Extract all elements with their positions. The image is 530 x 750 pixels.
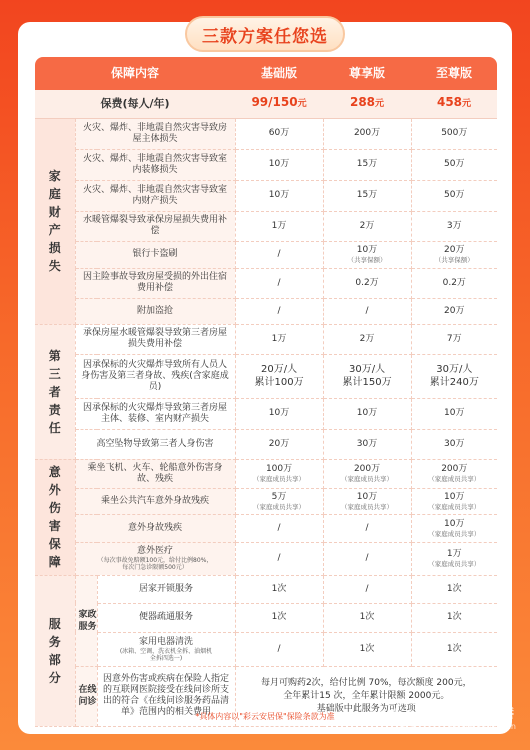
header-premier: 尊享版 — [323, 57, 411, 90]
table-row — [35, 211, 497, 241]
row-item: 银行卡盗刷 — [75, 241, 235, 268]
value-basic: / — [235, 542, 323, 575]
value-premier: 10万 — [323, 398, 411, 429]
value-basic: 1万 — [235, 324, 323, 354]
value-basic: 1次 — [235, 603, 323, 632]
row-item: 因承保标的火灾爆炸导致第三者房屋主体、装修、室内财产损失 — [75, 398, 235, 429]
section-liability: 第三者责任 — [35, 324, 75, 459]
row-item: 居家开锁服务 — [97, 575, 235, 603]
section-service: 服务部分 — [35, 575, 75, 726]
row-item: 因主险事故导致房屋受损的外出住宿费用补偿 — [75, 268, 235, 298]
table-row — [35, 603, 497, 632]
table-row — [35, 354, 497, 398]
watermark-name: 昆明信息港 — [436, 706, 516, 722]
value-basic: / — [235, 268, 323, 298]
value-basic: 10万 — [235, 398, 323, 429]
value-supreme: 20万 （共享保额） — [411, 241, 497, 268]
row-item: 附加盗抢 — [75, 298, 235, 324]
value-supreme: 30万 — [411, 429, 497, 459]
table-row — [35, 429, 497, 459]
premium-basic: 99/150元 — [235, 90, 323, 118]
table-row — [35, 324, 497, 354]
premium-supreme: 458元 — [411, 90, 497, 118]
subsection-household: 家政服务 — [75, 575, 97, 666]
row-item: 因承保标的火灾爆炸导致所有人员人身伤害及第三者身故、残疾(含家庭成员) — [75, 354, 235, 398]
row-item: 水暖管爆裂导致承保房屋损失费用补偿 — [75, 211, 235, 241]
value-premier: 200万 （家庭成员共享） — [323, 459, 411, 488]
value-basic: / — [235, 241, 323, 268]
value-supreme: 50万 — [411, 180, 497, 211]
table-row — [35, 268, 497, 298]
table-row — [35, 180, 497, 211]
value-basic: 20万 — [235, 429, 323, 459]
row-item: 火灾、爆炸、非地震自然灾害导致室内装修损失 — [75, 149, 235, 180]
subsection-online: 在线问诊 — [75, 666, 97, 726]
row-item: 家用电器清洗 (冰箱、空调、洗衣机全拆、油烟机 全拆四选一) — [97, 632, 235, 666]
header-supreme: 至尊版 — [411, 57, 497, 90]
table-row — [35, 459, 497, 488]
table-row — [35, 542, 497, 575]
value-supreme: 20万 — [411, 298, 497, 324]
value-basic: 100万 （家庭成员共享） — [235, 459, 323, 488]
value-supreme: 10万 （家庭成员共享） — [411, 488, 497, 514]
premium-premier: 288元 — [323, 90, 411, 118]
footnote: *具体内容以"彩云安居保"保险条款为准 — [195, 712, 335, 721]
value-supreme: 1次 — [411, 575, 497, 603]
value-premier: 15万 — [323, 149, 411, 180]
value-premier: 2万 — [323, 211, 411, 241]
comparison-table — [35, 57, 497, 727]
title-banner — [185, 16, 345, 52]
value-premier: / — [323, 514, 411, 542]
header-coverage: 保障内容 — [35, 57, 235, 90]
value-supreme: 200万 （家庭成员共享） — [411, 459, 497, 488]
page-title: 三款方案任您选 — [202, 26, 328, 47]
watermark-url: www.kunming.cn — [447, 722, 516, 731]
value-basic: 10万 — [235, 149, 323, 180]
value-premier: 30万 — [323, 429, 411, 459]
row-item: 意外医疗 （每次事故免赔额100元，给付比例80%， 每次门急诊限额500元） — [75, 542, 235, 575]
value-supreme: 30万/人 累计240万 — [411, 354, 497, 398]
premium-label: 保费(每人/年) — [35, 90, 235, 118]
value-premier: 2万 — [323, 324, 411, 354]
value-supreme: 10万 （家庭成员共享） — [411, 514, 497, 542]
value-premier: 10万 （家庭成员共享） — [323, 488, 411, 514]
table-row — [35, 149, 497, 180]
value-supreme: 1次 — [411, 603, 497, 632]
row-item: 高空坠物导致第三者人身伤害 — [75, 429, 235, 459]
value-premier: 0.2万 — [323, 268, 411, 298]
table-row — [35, 575, 497, 603]
value-premier: 200万 — [323, 118, 411, 149]
value-supreme: 1次 — [411, 632, 497, 666]
value-supreme: 7万 — [411, 324, 497, 354]
section-accident: 意外伤害保障 — [35, 459, 75, 575]
value-premier: 1次 — [323, 603, 411, 632]
table-row — [35, 118, 497, 149]
row-item: 意外身故残疾 — [75, 514, 235, 542]
value-basic: 10万 — [235, 180, 323, 211]
value-premier: 10万 （共享保额） — [323, 241, 411, 268]
row-item: 火灾、爆炸、非地震自然灾害导致室内财产损失 — [75, 180, 235, 211]
row-item: 乘坐公共汽车意外身故残疾 — [75, 488, 235, 514]
value-supreme: 1万 （家庭成员共享） — [411, 542, 497, 575]
value-basic: 1次 — [235, 575, 323, 603]
value-basic: 20万/人 累计100万 — [235, 354, 323, 398]
row-item: 火灾、爆炸、非地震自然灾害导致房屋主体损失 — [75, 118, 235, 149]
row-item: 承保房屋水暖管爆裂导致第三者房屋损失费用补偿 — [75, 324, 235, 354]
table-header-row — [35, 57, 497, 90]
value-premier: 1次 — [323, 632, 411, 666]
table-row — [35, 488, 497, 514]
value-premier: 30万/人 累计150万 — [323, 354, 411, 398]
value-premier: 15万 — [323, 180, 411, 211]
value-premier: / — [323, 298, 411, 324]
value-premier: / — [323, 542, 411, 575]
value-supreme: 50万 — [411, 149, 497, 180]
section-property: 家庭财产损失 — [35, 118, 75, 324]
value-supreme: 0.2万 — [411, 268, 497, 298]
online-consult-terms: 每月可购药2次，给付比例 70%，每次额度 200元， 全年累计15 次，全年累计限额 2000元。 基础版中此服务为可选项 — [235, 666, 497, 726]
value-supreme: 3万 — [411, 211, 497, 241]
value-basic: / — [235, 514, 323, 542]
value-basic: 60万 — [235, 118, 323, 149]
value-premier: / — [323, 575, 411, 603]
table-row — [35, 514, 497, 542]
value-basic: / — [235, 298, 323, 324]
table-row — [35, 298, 497, 324]
value-basic: / — [235, 632, 323, 666]
watermark-logo-icon — [394, 701, 422, 729]
value-basic: 1万 — [235, 211, 323, 241]
value-basic: 5万 （家庭成员共享） — [235, 488, 323, 514]
row-item: 因意外伤害或疾病在保险人指定的互联网医院接受在线问诊所支出的符合《在线问诊服务药品清单》范围内的相关费用 — [97, 666, 235, 726]
table-row — [35, 241, 497, 268]
header-basic: 基础版 — [235, 57, 323, 90]
value-supreme: 500万 — [411, 118, 497, 149]
row-item: 便器疏通服务 — [97, 603, 235, 632]
value-supreme: 10万 — [411, 398, 497, 429]
premium-row — [35, 90, 497, 118]
table-row — [35, 398, 497, 429]
row-item: 乘坐飞机、火车、轮船意外伤害身故、残疾 — [75, 459, 235, 488]
table-row — [35, 632, 497, 666]
